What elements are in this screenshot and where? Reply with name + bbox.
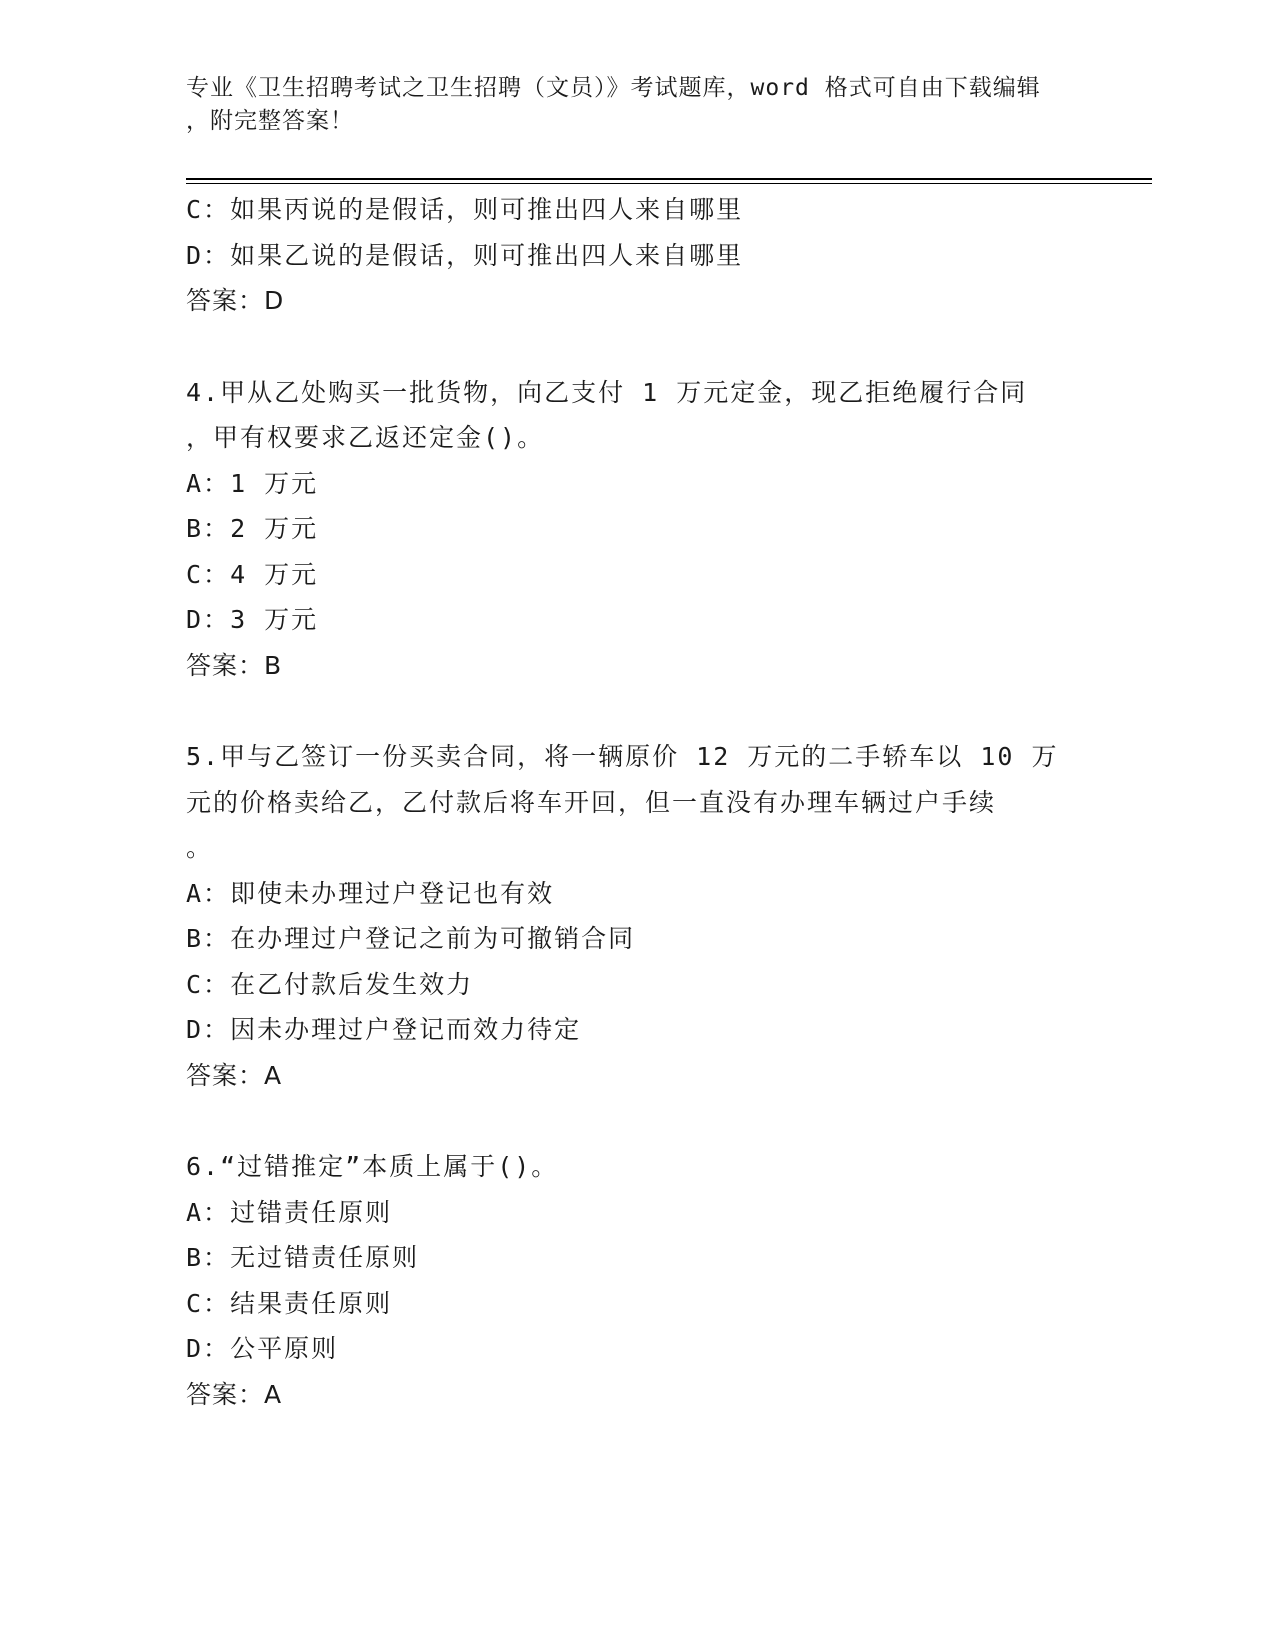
question-stem: 6.“过错推定”本质上属于()。	[186, 1152, 559, 1181]
option-b	[186, 916, 1066, 962]
option-label: B：	[186, 1243, 231, 1272]
option-b	[186, 1235, 1066, 1281]
option-c	[186, 552, 1066, 598]
option-text: 2 万元	[230, 514, 319, 543]
option-text: 无过错责任原则	[230, 1243, 420, 1272]
option-a	[186, 461, 1066, 507]
option-text: 因未办理过户登记而效力待定	[230, 1015, 582, 1044]
option-text: 即使未办理过户登记也有效	[230, 878, 555, 908]
question-4	[186, 370, 1066, 689]
option-text: 1 万元	[230, 468, 319, 498]
option-d	[186, 1326, 1066, 1372]
option-label: C：	[186, 969, 231, 999]
question-stem: 。	[186, 833, 214, 862]
question-stem: 4.甲从乙处购买一批货物，向乙支付 1 万元定金，现乙拒绝履行合同	[186, 377, 1028, 407]
document-header	[186, 72, 1066, 138]
question-3-options	[186, 187, 1066, 324]
question-stem: ，甲有权要求乙返还定金()。	[186, 423, 545, 452]
option-c	[186, 187, 1066, 233]
answer-line: 答案：B	[186, 650, 283, 680]
option-label: B：	[186, 514, 231, 543]
option-text: 公平原则	[230, 1334, 339, 1363]
option-label: C：	[186, 195, 231, 224]
option-label: D：	[186, 240, 231, 270]
option-text: 如果乙说的是假话，则可推出四人来自哪里	[230, 240, 744, 270]
answer-line: 答案：D	[186, 286, 285, 315]
option-d	[186, 597, 1066, 643]
option-label: A：	[186, 468, 231, 498]
question-content	[186, 187, 1066, 1417]
option-text: 在办理过户登记之前为可撤销合同	[230, 924, 636, 953]
spacer	[186, 324, 1066, 370]
option-a	[186, 1190, 1066, 1236]
header-rule-thin	[186, 183, 1152, 184]
question-5	[186, 734, 1066, 1098]
option-text: 在乙付款后发生效力	[230, 969, 474, 999]
option-text: 结果责任原则	[230, 1288, 393, 1318]
option-text: 过错责任原则	[230, 1197, 393, 1227]
option-a	[186, 871, 1066, 917]
option-label: D：	[186, 1334, 231, 1363]
option-b	[186, 506, 1066, 552]
question-6	[186, 1144, 1066, 1417]
option-text: 如果丙说的是假话，则可推出四人来自哪里	[230, 195, 744, 224]
option-text: 4 万元	[230, 559, 319, 589]
answer-line: 答案：A	[186, 1379, 283, 1409]
option-d	[186, 1007, 1066, 1053]
header-line-1: 专业《卫生招聘考试之卫生招聘（文员）》考试题库，word 格式可自由下载编辑	[186, 75, 1041, 101]
option-label: D：	[186, 1015, 231, 1044]
option-label: A：	[186, 878, 231, 908]
question-stem: 元的价格卖给乙，乙付款后将车开回，但一直没有办理车辆过户手续	[186, 787, 997, 817]
header-line-2: ，附完整答案！	[186, 108, 354, 134]
answer-line: 答案：A	[186, 1060, 283, 1090]
option-label: C：	[186, 559, 231, 589]
header-rule-thick	[186, 178, 1152, 180]
option-c	[186, 962, 1066, 1008]
question-stem: 5.甲与乙签订一份买卖合同，将一辆原价 12 万元的二手轿车以 10 万	[186, 742, 1059, 771]
option-c	[186, 1281, 1066, 1327]
spacer	[186, 688, 1066, 734]
option-text: 3 万元	[230, 605, 319, 634]
option-label: A：	[186, 1197, 231, 1227]
option-d	[186, 233, 1066, 279]
spacer	[186, 1098, 1066, 1144]
option-label: D：	[186, 605, 231, 634]
option-label: C：	[186, 1288, 231, 1318]
option-label: B：	[186, 924, 231, 953]
